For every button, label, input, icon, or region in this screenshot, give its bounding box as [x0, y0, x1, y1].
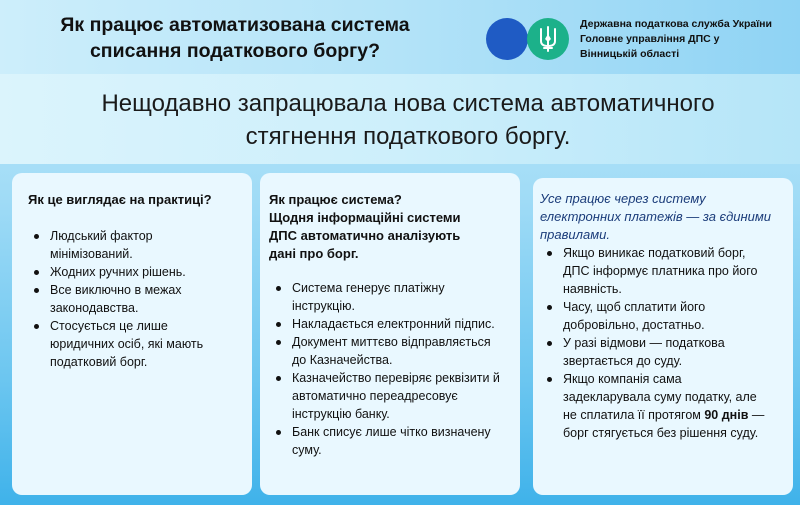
- header-bar: [0, 0, 800, 74]
- item-text: —: [748, 408, 765, 422]
- list-item: [26, 317, 248, 371]
- heading-line: Щодня інформаційні системи: [269, 210, 461, 225]
- item-line: інструкцію банку.: [292, 407, 390, 421]
- card-heading: [269, 191, 461, 263]
- item-line: Людський фактор: [50, 229, 153, 243]
- item-line: законодавства.: [50, 301, 139, 315]
- item-line: борг стягується без рішення суду.: [563, 426, 759, 440]
- lead-line: стягнення податкового боргу.: [245, 123, 571, 150]
- item-line: Якщо виникає податковий борг,: [563, 246, 746, 260]
- list-item: [26, 227, 248, 263]
- bullet-list: [268, 279, 520, 459]
- heading-line: Усе працює через систему: [540, 191, 706, 206]
- list-item: [539, 298, 791, 334]
- item-line: юридичних осіб, які мають: [50, 337, 204, 351]
- heading-line: Як працює система?: [269, 192, 402, 207]
- card-heading: [540, 190, 771, 244]
- item-line: Накладається електронний підпис.: [292, 317, 495, 331]
- item-line: податковий борг.: [50, 355, 148, 369]
- item-line: ДПС інформує платника про його: [563, 264, 758, 278]
- org-line: Головне управління ДПС у: [580, 33, 720, 45]
- item-line: Часу, щоб сплатити його: [563, 300, 706, 314]
- system-card: [260, 173, 520, 495]
- list-item: [539, 244, 791, 298]
- item-line: наявність.: [563, 282, 622, 296]
- list-item: [268, 279, 520, 315]
- bullet-list: [539, 244, 791, 442]
- item-line: мінімізований.: [50, 247, 133, 261]
- item-line: автоматично переадресовує: [292, 389, 458, 403]
- item-line: задекларувала суму податку, але: [563, 390, 757, 404]
- practice-card: [12, 173, 252, 495]
- item-line: інструкцію.: [292, 299, 355, 313]
- item-line: У разі відмови — податкова: [563, 336, 725, 350]
- item-line: Система генерує платіжну: [292, 281, 445, 295]
- card-heading: [28, 191, 212, 209]
- trident-icon: [527, 18, 569, 60]
- item-line: до Казначейства.: [292, 353, 393, 367]
- heading-line: дані про борг.: [269, 246, 359, 261]
- list-item: [268, 423, 520, 459]
- item-line: звертається до суду.: [563, 354, 683, 368]
- item-line: суму.: [292, 443, 322, 457]
- organization-name: [580, 17, 795, 62]
- title-line: Як працює автоматизована система: [60, 14, 410, 36]
- page-title: [0, 12, 470, 64]
- item-line: Якщо компанія сама: [563, 372, 682, 386]
- item-line: Казначейство перевіряє реквізити й: [292, 371, 500, 385]
- lead-text: [0, 87, 800, 153]
- heading-line: електронних платежів — за єдиними: [540, 209, 772, 224]
- payments-card: [533, 178, 793, 495]
- item-line: добровільно, достатньо.: [563, 318, 705, 332]
- org-line: Державна податкова служба України: [580, 18, 772, 30]
- bullet-list: [26, 227, 248, 371]
- title-line: списання податкового боргу?: [89, 40, 381, 62]
- item-line: [563, 406, 791, 424]
- item-line: Стосується це лише: [50, 319, 168, 333]
- org-line: Вінницькій області: [580, 48, 680, 60]
- item-line: Жодних ручних рішень.: [50, 265, 186, 279]
- heading-line: правилами.: [540, 227, 610, 242]
- deadline-days: 90 днів: [704, 408, 749, 422]
- list-item: [268, 315, 520, 333]
- logo-blue-circle: [486, 18, 528, 60]
- list-item: [268, 333, 520, 369]
- item-line: Документ миттєво відправляється: [292, 335, 491, 349]
- item-line: Банк списує лише чітко визначену: [292, 425, 491, 439]
- item-text: не сплатила її протягом: [563, 408, 705, 422]
- list-item: [26, 263, 248, 281]
- list-item: [539, 334, 791, 370]
- item-line: Все виключно в межах: [50, 283, 182, 297]
- list-item: [268, 369, 520, 423]
- list-item: [26, 281, 248, 317]
- list-item: [539, 370, 791, 442]
- heading-line: ДПС автоматично аналізують: [269, 228, 461, 243]
- lead-line: Нещодавно запрацювала нова система автоматичного: [101, 90, 715, 117]
- heading-line: Як це виглядає на практиці?: [28, 192, 212, 207]
